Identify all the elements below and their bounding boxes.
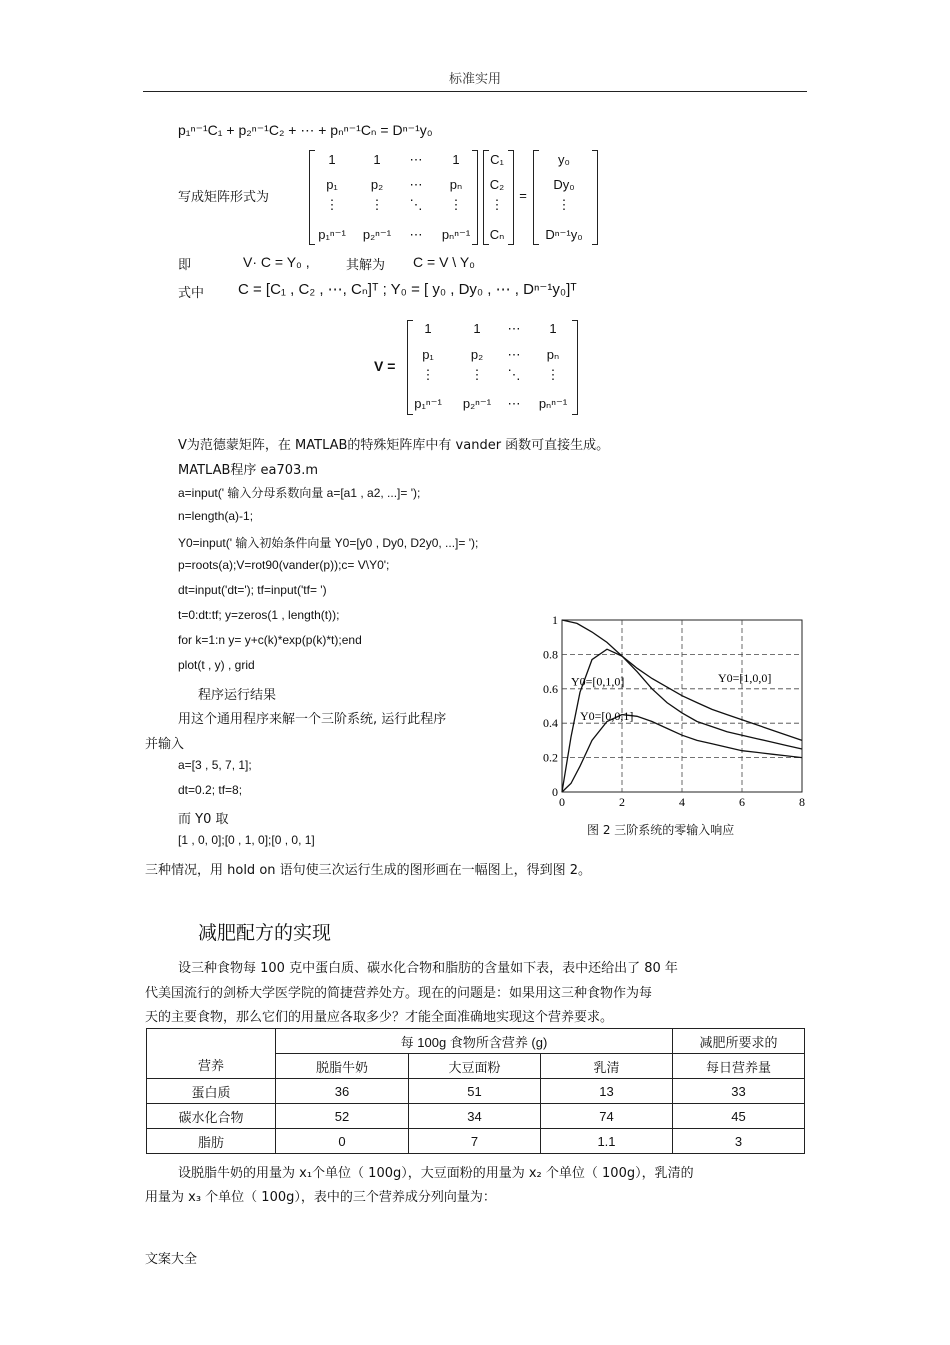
matrix1-cell: pₙⁿ⁻¹ xyxy=(441,227,471,242)
table-cell: 1.1 xyxy=(541,1129,673,1154)
y-vector-cell: Dⁿ⁻¹y₀ xyxy=(545,227,583,242)
table-cell: 52 xyxy=(276,1104,409,1129)
table-cell: 3 xyxy=(673,1129,805,1154)
series-annotation: Y0=[1,0,0] xyxy=(718,670,772,685)
equation-top: p₁ⁿ⁻¹C₁ + p₂ⁿ⁻¹C₂ + ⋯ + pₙⁿ⁻¹Cₙ = Dⁿ⁻¹y₀ xyxy=(178,122,433,138)
run-text-2: 并输入 xyxy=(145,737,185,752)
table-cell: 36 xyxy=(276,1079,409,1104)
para-final-2: 用量为 x₃ 个单位（ 100g），表中的三个营养成分列向量为： xyxy=(145,1190,496,1205)
x-tick-label: 6 xyxy=(739,795,745,809)
c-vector-cell: Cₙ xyxy=(489,227,505,242)
header-req-1: 减肥所要求的 xyxy=(673,1029,805,1054)
matrix2-cell: ⋮ xyxy=(546,367,560,382)
matrix1-cell: p₂ⁿ⁻¹ xyxy=(362,227,392,242)
code-line: p=roots(a);V=rot90(vander(p));c= V\Y0'; xyxy=(178,558,390,573)
matrix1-cell: ⋯ xyxy=(409,227,423,242)
para-diet-3: 天的主要食物，那么它们的用量应各取多少？才能全面准确地实现这个营养要求。 xyxy=(145,1010,614,1025)
y-vector-cell: ⋮ xyxy=(557,197,571,212)
three-cases: 三种情况，用 hold on 语句使三次运行生成的图形画在一幅图上，得到图 2。 xyxy=(145,863,592,878)
code-line: for k=1:n y= y+c(k)*exp(p(k)*t);end xyxy=(178,632,362,647)
matrix2-cell: ⋮ xyxy=(421,367,435,382)
matrix1-cell: p₁ xyxy=(326,177,338,192)
header-food-3: 乳清 xyxy=(541,1054,673,1079)
series-annotation: Y0=[0,1,0] xyxy=(571,674,625,689)
code-line: t=0:dt:tf; y=zeros(1 , length(t)); xyxy=(178,608,340,622)
code-line: n=length(a)-1; xyxy=(178,508,254,523)
y-tick-label: 0 xyxy=(552,785,558,799)
y0-values: [1 , 0, 0];[0 , 1, 0];[0 , 0, 1] xyxy=(178,833,315,847)
matrix2-cell: ⋮ xyxy=(470,367,484,382)
matrix1-cell: ⋮ xyxy=(449,197,463,212)
run-title: 程序运行结果 xyxy=(198,688,277,703)
nutrition-table xyxy=(146,1028,805,1154)
ji-eq2: C = V \ Y₀ xyxy=(413,254,475,270)
header-food-1: 脱脂牛奶 xyxy=(276,1054,409,1079)
matrix2-cell: p₂ⁿ⁻¹ xyxy=(462,396,492,411)
row-name: 脂肪 xyxy=(147,1129,276,1154)
page-header: 标准实用 xyxy=(448,72,501,87)
table-cell: 0 xyxy=(276,1129,409,1154)
y-tick-label: 0.8 xyxy=(543,647,558,662)
ji-eq1: V· C = Y₀ , xyxy=(243,254,310,270)
code-line: a=input(' 输入分母系数向量 a=[a1 , a2, ...]= '); xyxy=(178,486,421,500)
c-vector-cell: ⋮ xyxy=(490,197,504,212)
para-diet-2: 代美国流行的剑桥大学医学院的简捷营养处方。现在的问题是：如果用这三种食物作为每 xyxy=(145,986,653,1001)
header-food-2: 大豆面粉 xyxy=(409,1054,541,1079)
x-tick-label: 0 xyxy=(559,795,565,809)
y-tick-label: 0.4 xyxy=(543,716,558,731)
response-chart xyxy=(530,608,815,818)
matrix2-label: V = xyxy=(374,358,396,374)
table-cell: 13 xyxy=(541,1079,673,1104)
matrix1-cell: ⋮ xyxy=(325,197,339,212)
table-row xyxy=(147,1104,805,1129)
figure-caption: 图 2 三阶系统的零输入响应 xyxy=(587,823,735,837)
table-row xyxy=(147,1129,805,1154)
matrix1-cell: ⋮ xyxy=(370,197,384,212)
matrix1-cell: ⋯ xyxy=(409,152,423,167)
row-name: 碳水化合物 xyxy=(147,1104,276,1129)
run-text-1: 用这个通用程序来解一个三阶系统, 运行此程序 xyxy=(178,712,447,727)
row-name: 蛋白质 xyxy=(147,1079,276,1104)
header-rule xyxy=(143,91,807,92)
matrix1-cell: 1 xyxy=(328,152,336,167)
header-req-2: 每日营养量 xyxy=(673,1054,805,1079)
series-annotation: Y0=[0,0,1] xyxy=(580,708,634,723)
header-nutrient: 营养 xyxy=(147,1029,276,1079)
matrix1-cell: pₙ xyxy=(449,177,463,192)
program-title: MATLAB程序 ea703.m xyxy=(178,463,319,478)
matrix2-cell: pₙ xyxy=(546,347,560,362)
matrix2-cell: p₂ xyxy=(470,347,484,362)
x-tick-label: 8 xyxy=(799,795,805,809)
matrix2-cell: ⋯ xyxy=(507,321,521,336)
para-diet-1: 设三种食物每 100 克中蛋白质、碳水化合物和脂肪的含量如下表，表中还给出了 80 年 xyxy=(178,961,678,976)
shizhong-eq: C = [C₁ , C₂ , ⋯, Cₙ]ᵀ ; Y₀ = [ y₀ , Dy₀ , ⋯ , Dⁿ⁻¹y₀]ᵀ xyxy=(238,281,577,298)
x-tick-label: 4 xyxy=(679,795,685,809)
para-vander: V为范德蒙矩阵，在 MATLAB的特殊矩阵库中有 vander 函数可直接生成。 xyxy=(178,438,610,453)
matrix-equals: = xyxy=(519,188,527,203)
matrix2-cell: 1 xyxy=(549,321,557,336)
matrix1-cell: 1 xyxy=(373,152,381,167)
matrix2-cell: p₁ xyxy=(422,347,434,362)
y-vector-cell: Dy₀ xyxy=(553,177,575,192)
table-cell: 74 xyxy=(541,1104,673,1129)
matrix2-cell: 1 xyxy=(473,321,481,336)
code-line: dt=input('dt='); tf=input('tf= ') xyxy=(178,583,327,598)
matrix2-cell: ⋱ xyxy=(507,367,521,382)
x-tick-label: 2 xyxy=(619,795,625,809)
table-cell: 33 xyxy=(673,1079,805,1104)
matrix1-cell: 1 xyxy=(452,152,460,167)
input-line-2: dt=0.2; tf=8; xyxy=(178,783,243,797)
table-cell: 34 xyxy=(409,1104,541,1129)
y-tick-label: 1 xyxy=(552,613,558,627)
section-title: 减肥配方的实现 xyxy=(198,922,332,944)
input-line-1: a=[3 , 5, 7, 1]; xyxy=(178,758,252,772)
code-line: Y0=input(' 输入初始条件向量 Y0=[y0 , Dy0, D2y0, ...]= '); xyxy=(178,535,479,550)
shizhong-prefix: 式中 xyxy=(178,286,205,301)
matrix1-cell: p₂ xyxy=(370,177,384,192)
y-tick-label: 0.6 xyxy=(543,681,558,696)
matrix1-cell: p₁ⁿ⁻¹ xyxy=(318,227,346,242)
matrix1-cell: ⋱ xyxy=(409,197,423,212)
page-footer: 文案大全 xyxy=(145,1252,198,1267)
y-vector-cell: y₀ xyxy=(558,152,570,167)
table-cell: 51 xyxy=(409,1079,541,1104)
matrix-label: 写成矩阵形式为 xyxy=(178,190,270,205)
header-group: 每 100g 食物所含营养 (g) xyxy=(276,1029,673,1054)
matrix2-cell: ⋯ xyxy=(507,396,521,411)
matrix1-cell: ⋯ xyxy=(409,177,423,192)
ji-prefix: 即 xyxy=(178,258,192,273)
table-row xyxy=(147,1079,805,1104)
table-cell: 7 xyxy=(409,1129,541,1154)
c-vector-cell: C₁ xyxy=(490,152,504,167)
code-line: plot(t , y) , grid xyxy=(178,657,255,672)
table-cell: 45 xyxy=(673,1104,805,1129)
matrix2-cell: p₁ⁿ⁻¹ xyxy=(414,396,442,411)
y0-take: 而 Y0 取 xyxy=(178,812,229,827)
y-tick-label: 0.2 xyxy=(543,750,558,765)
c-vector-cell: C₂ xyxy=(489,177,505,192)
matrix2-cell: 1 xyxy=(424,321,432,336)
ji-mid: 其解为 xyxy=(346,258,386,273)
matrix2-cell: pₙⁿ⁻¹ xyxy=(538,396,568,411)
para-final-1: 设脱脂牛奶的用量为 x₁个单位（ 100g），大豆面粉的用量为 x₂ 个单位（ 100g），乳清的 xyxy=(178,1166,694,1181)
matrix2-cell: ⋯ xyxy=(507,347,521,362)
